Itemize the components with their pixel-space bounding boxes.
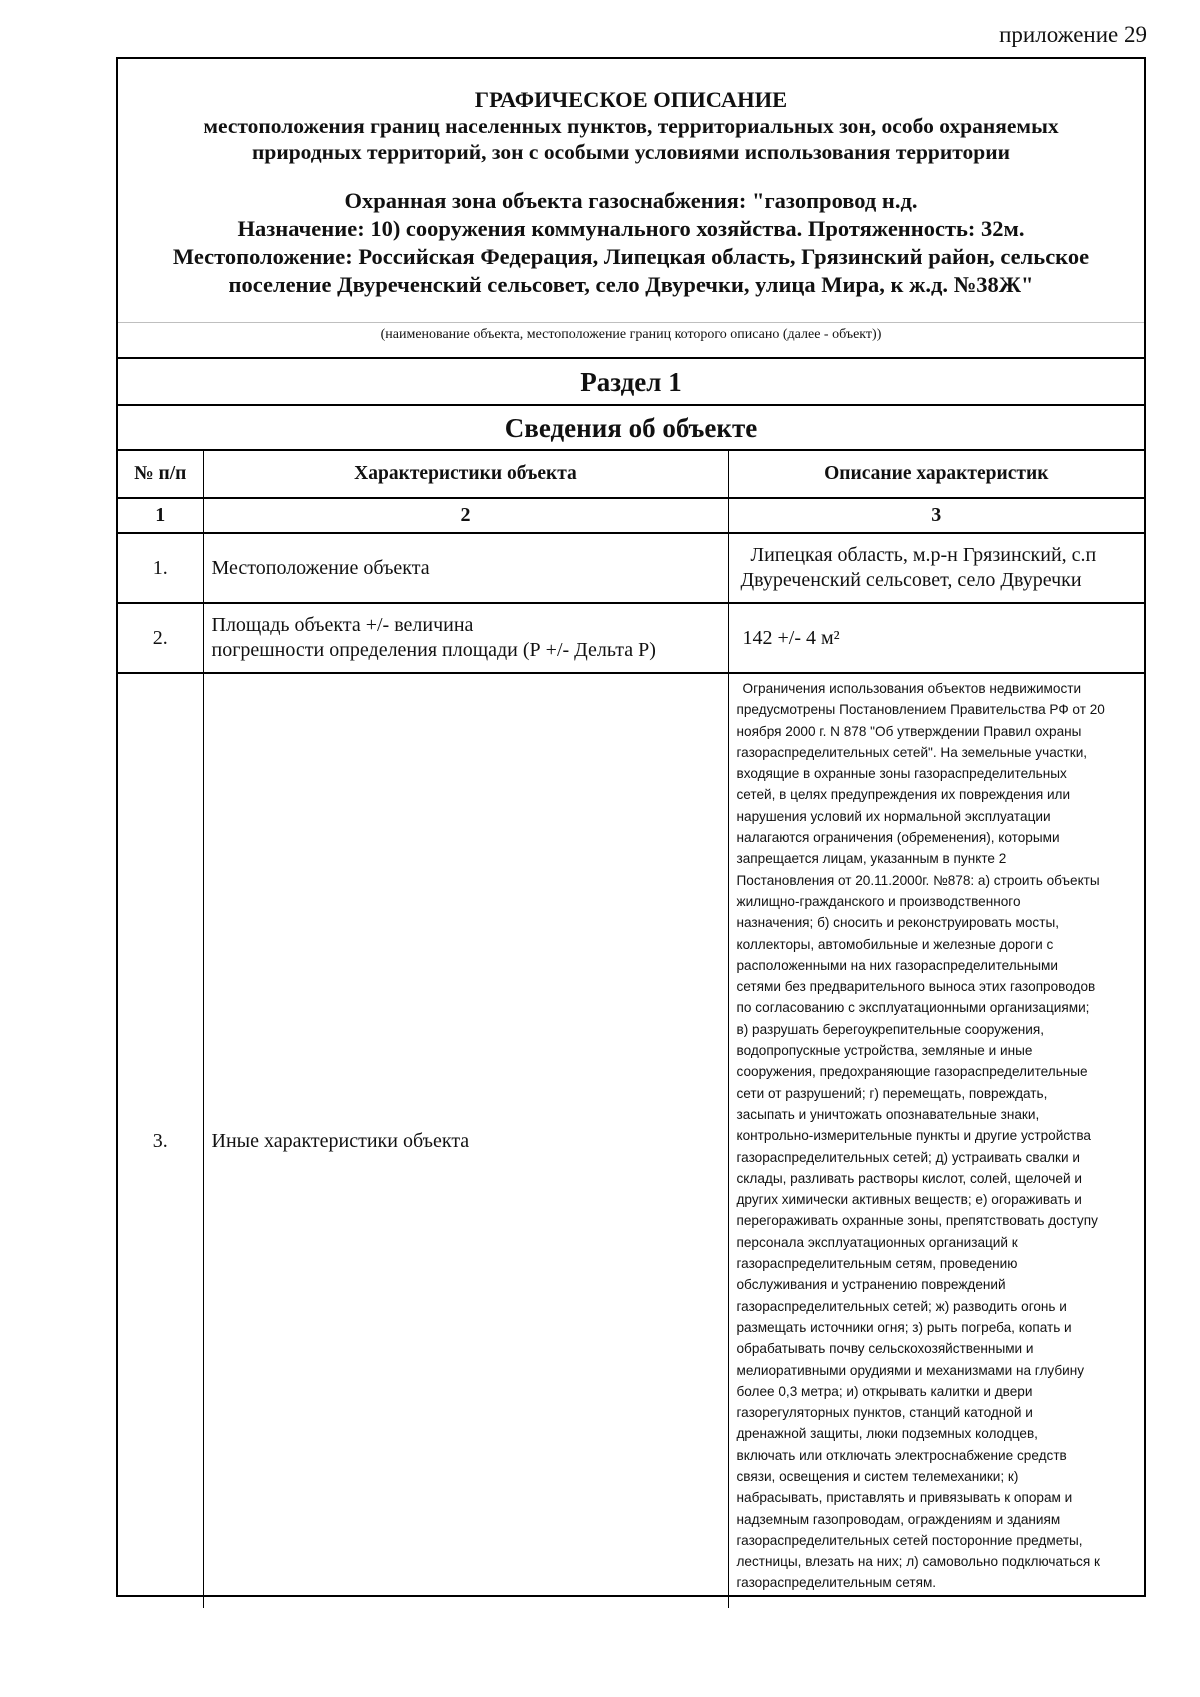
row-characteristic [203,603,728,673]
description-line: мелиоративными орудиями и механизмами на глубину [736,1362,1085,1378]
description-line: нарушения условий их нормальной эксплуатации [736,808,1051,824]
description-line: обрабатывать почву сельскохозяйственными и [736,1341,1034,1357]
description-line: газораспределительным сетям. [736,1575,937,1591]
description-line: сетями без предварительного выноса этих газопроводов [736,979,1096,995]
object-info-table [118,449,1144,1608]
characteristic-line: погрешности определения площади (Р +/- Дельта Р) [211,639,656,661]
description-line: газорегуляторных пунктов, станций катодной и [736,1405,1033,1421]
row-number: 3. [118,673,203,1608]
section-title: Сведения об объекте [118,404,1144,451]
object-line: Охранная зона объекта газоснабжения: "газопровод н.д. [344,188,918,213]
subtitle-line: природных территорий, зон с особыми условиями использования территории [251,140,1011,164]
description-line: предусмотрены Постановлением Правительства РФ от 20 [736,702,1105,718]
description-line: более 0,3 метра; и) открывать калитки и двери [736,1383,1033,1399]
description-line: склады, разливать растворы кислот, солей, щелочей и [736,1170,1082,1186]
row-characteristic [203,533,728,603]
description-line: коллекторы, автомобильные и железные дороги с [736,936,1054,952]
description-line: перегораживать охранные зоны, препятствовать доступу [736,1213,1098,1229]
description-line: расположенными на них газораспределительными [736,957,1058,973]
characteristic-line: Иные характеристики объекта [211,1129,470,1152]
description-line: жилищно-гражданского и производственного [736,893,1021,909]
row-number: 1. [118,533,203,603]
row-characteristic [203,673,728,1608]
description-line: налагаются ограничения (обременения), которыми [736,830,1060,846]
description-line: 142 +/- 4 м² [742,626,840,649]
description-line: дренажной защиты, люки подземных колодцев, [736,1426,1038,1442]
description-line: сооружения, предохраняющие газораспределительные [736,1064,1088,1080]
object-caption: (наименование объекта, местоположение границ которого описано (далее - объект)) [380,327,882,342]
description-line: газораспределительных сетей; д) устраивать свалки и [736,1149,1080,1165]
form-frame [116,57,1146,1597]
description-line: входящие в охранные зоны газораспределительных [736,766,1067,782]
description-line: размещать источники огня; з) рыть погреба, копать и [736,1319,1072,1335]
description-line: газораспределительных сетей посторонние предметы, [736,1532,1083,1548]
object-description [118,187,1144,299]
object-line: Назначение: 10) сооружения коммунального хозяйства. Протяженность: 32м. [237,216,1025,241]
object-line: Местоположение: Российская Федерация, Липецкая область, Грязинский район, сельское [172,244,1090,269]
object-underline [118,322,1144,323]
row-description [728,533,1144,603]
description-line: включать или отключать электроснабжение средств [736,1447,1067,1463]
description-line: запрещается лицам, указанным в пункте 2 [736,851,1007,867]
row-description [728,603,1144,673]
description-line: других химически активных веществ; е) огораживать и [736,1192,1082,1208]
description-line: набрасывать, приставлять и привязывать к опорам и [736,1490,1073,1506]
description-line: надземным газопроводам, ограждениям и зданиям [736,1511,1061,1527]
description-line: сетей, в целях предупреждения их повреждения или [736,787,1071,803]
description-line: контрольно-измерительные пункты и другие устройства [736,1128,1091,1144]
description-line: назначения; б) сносить и реконструировать мосты, [736,915,1059,931]
table-row [118,533,1144,603]
column-header-number: № п/п [118,450,203,498]
column-index-row [118,498,1144,533]
description-line: Постановления от 20.11.2000г. №878: а) строить объекты [736,872,1100,888]
description-line: газораспределительных сетей; ж) разводить огонь и [736,1298,1067,1314]
description-line: в) разрушать берегоукрепительные сооружения, [736,1021,1045,1037]
description-line: обслуживания и устранению повреждений [736,1277,1006,1293]
column-index: 1 [118,498,203,533]
column-header-description: Описание характеристик [728,450,1144,498]
description-line: ноября 2000 г. N 878 "Об утверждении Правил охраны [736,723,1082,739]
subtitle-line: местоположения границ населенных пунктов, территориальных зон, особо охраняемых [203,114,1059,138]
table-row [118,673,1144,1608]
description-line: связи, освещения и систем телемеханики; к) [736,1468,1019,1484]
document-header [118,59,1144,299]
column-header-characteristic: Характеристики объекта [203,450,728,498]
document-title: ГРАФИЧЕСКОЕ ОПИСАНИЕ [474,87,788,112]
description-line: водопропускные устройства, земляные и иные [736,1043,1033,1059]
appendix-label: приложение 29 [999,22,1147,47]
description-line: персонала эксплуатационных организаций к [736,1234,1018,1250]
description-line: засыпать и уничтожать опознавательные знаки, [736,1106,1040,1122]
row-number: 2. [118,603,203,673]
characteristic-line: Местоположение объекта [211,556,430,579]
table-header-row [118,450,1144,498]
description-line: сети от разрушений; г) перемещать, повреждать, [736,1085,1048,1101]
description-line: газораспределительным сетям, проведению [736,1256,1018,1272]
description-line: Двуреченский сельсовет, село Двуречки [740,569,1082,591]
description-line: газораспределительных сетей". На земельные участки, [736,744,1088,760]
description-line: лестницы, влезать на них; л) самовольно подключаться к [736,1554,1100,1570]
table-row [118,603,1144,673]
characteristic-line: Площадь объекта +/- величина [211,614,474,636]
column-index: 3 [728,498,1144,533]
row-description-restrictions [728,673,1144,1608]
column-index: 2 [203,498,728,533]
section-number: Раздел 1 [118,357,1144,406]
document-subtitle [118,113,1144,165]
description-line: по согласованию с эксплуатационными организациями; [736,1000,1090,1016]
description-line: Липецкая область, м.р-н Грязинский, с.п [750,544,1097,566]
description-line: Ограничения использования объектов недвижимости [742,681,1082,696]
object-line: поселение Двуреченский сельсовет, село Двуречки, улица Мира, к ж.д. №38Ж" [228,272,1034,297]
